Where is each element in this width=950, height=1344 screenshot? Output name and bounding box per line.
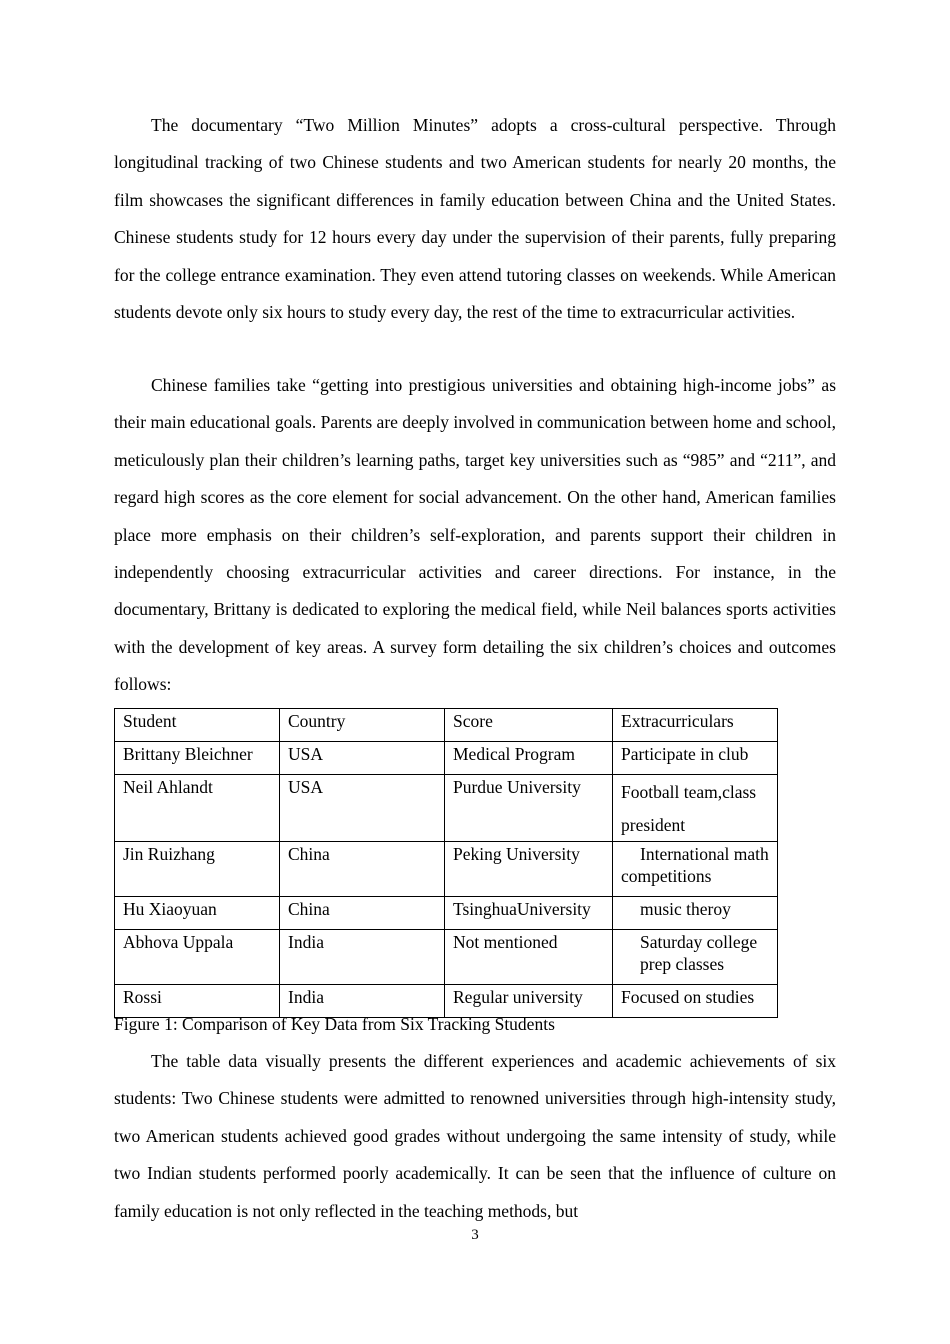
header-student: Student — [115, 709, 280, 742]
table-row — [115, 842, 778, 897]
cell-student: Rossi — [115, 985, 280, 1018]
cell-country: USA — [280, 742, 445, 775]
cell-student: Brittany Bleichner — [115, 742, 280, 775]
table-row — [115, 775, 778, 842]
cell-score: Peking University — [445, 842, 613, 897]
cell-extracurriculars: music theroy — [613, 897, 778, 930]
table-row — [115, 985, 778, 1018]
paragraph-family-goals: Chinese families take “getting into prestigious universities and obtaining high-income jobs” as their main educational goals. Parents are deeply involved in communication between home and school, meticulously plan their children’s learning paths, target key universities such as “985” and “211”, and regard high scores as the core element for social advancement. On the other hand, American families place more emphasis on their children’s self-exploration, and parents support their children in independently choosing extracurricular activities and career directions. For instance, in the documentary, Brittany is dedicated to exploring the medical field, while Neil balances sports activities with the development of key areas. A survey form detailing the six children’s choices and outcomes follows: — [114, 375, 836, 695]
cell-score: Purdue University — [445, 775, 613, 842]
table-row — [115, 897, 778, 930]
cell-student: Neil Ahlandt — [115, 775, 280, 842]
cell-extracurriculars: Football team,class president — [613, 775, 778, 842]
cell-extracurriculars: Participate in club — [613, 742, 778, 775]
cell-extracurriculars: Saturday college prep classes — [613, 930, 778, 985]
cell-student: Hu Xiaoyuan — [115, 897, 280, 930]
cell-score: TsinghuaUniversity — [445, 897, 613, 930]
cell-country: India — [280, 985, 445, 1018]
cell-score: Regular university — [445, 985, 613, 1018]
header-extracurriculars: Extracurriculars — [613, 709, 778, 742]
figure-caption: Figure 1: Comparison of Key Data from Six Tracking Students — [114, 1014, 555, 1034]
paragraph-intro: The documentary “Two Million Minutes” adopts a cross-cultural perspective. Through longitudinal tracking of two Chinese students and two American students for nearly 20 months, the film showcases the significant differences in family education between China and the United States. Chinese students study for 12 hours every day under the supervision of their parents, fully preparing for the college entrance examination. They even attend tutoring classes on weekends. While American students devote only six hours to study every day, the rest of the time to extracurricular activities. — [114, 115, 836, 323]
header-score: Score — [445, 709, 613, 742]
table-row — [115, 930, 778, 985]
cell-country: China — [280, 842, 445, 897]
table-header-row — [115, 709, 778, 742]
cell-extracurriculars: International math competitions — [613, 842, 778, 897]
header-country: Country — [280, 709, 445, 742]
cell-country: China — [280, 897, 445, 930]
cell-extracurriculars: Focused on studies — [613, 985, 778, 1018]
cell-student: Jin Ruizhang — [115, 842, 280, 897]
table-row — [115, 742, 778, 775]
page-number: 3 — [471, 1227, 479, 1243]
cell-country: India — [280, 930, 445, 985]
students-table — [114, 708, 778, 1018]
cell-score: Medical Program — [445, 742, 613, 775]
cell-country: USA — [280, 775, 445, 842]
cell-score: Not mentioned — [445, 930, 613, 985]
cell-student: Abhova Uppala — [115, 930, 280, 985]
paragraph-table-analysis: The table data visually presents the different experiences and academic achievements of six students: Two Chinese students were admitted to renowned universities through high-intensity study, two American students achieved good grades without undergoing the same intensity of study, while two Indian students performed poorly academically. It can be seen that the influence of culture on family education is not only reflected in the teaching methods, but — [114, 1051, 836, 1221]
